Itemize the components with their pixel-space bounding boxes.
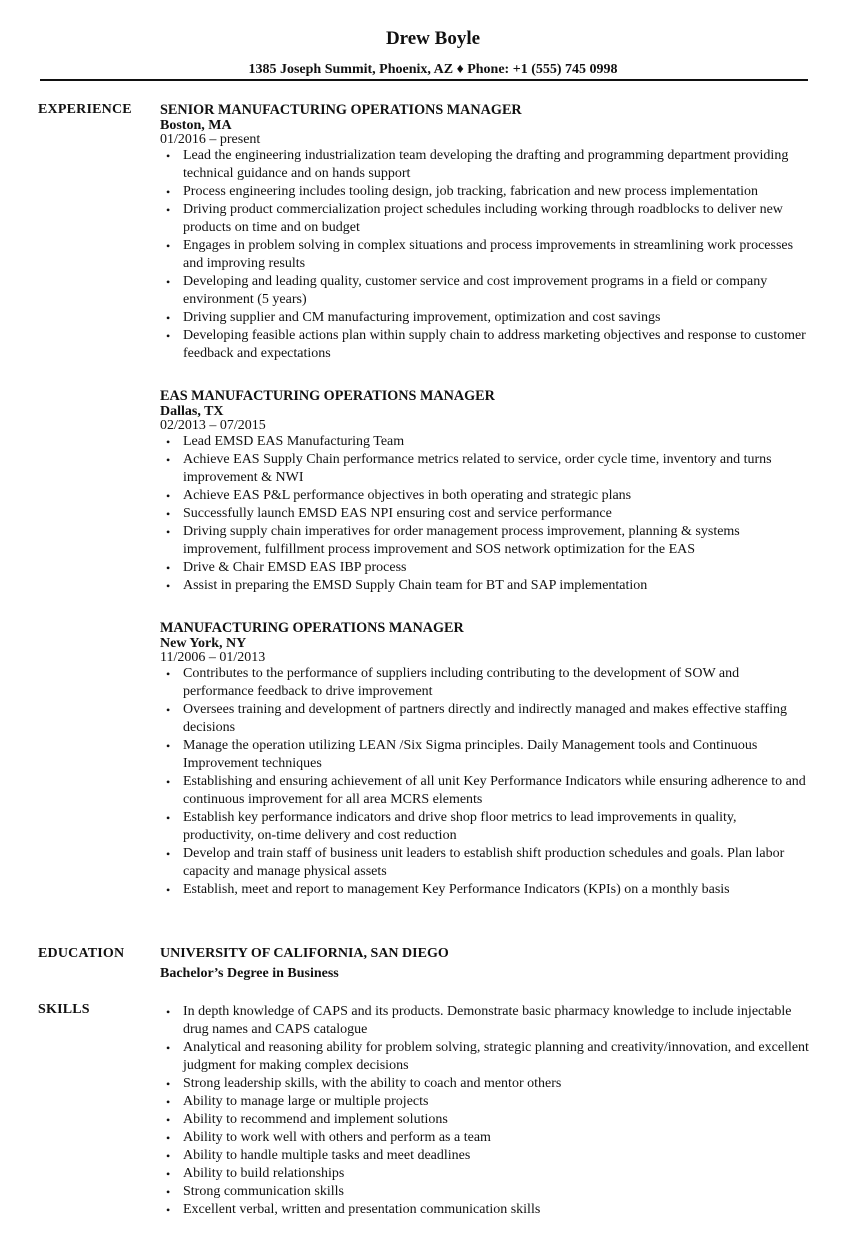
bullet-text: Driving product commercialization project schedules including working through roadblocks to deliver new products on time and on budget (183, 202, 783, 235)
bullet-text: Develop and train staff of business unit leaders to establish shift production schedules and goals. Plan labor capacity and manage physical assets (183, 846, 785, 879)
bullet-icon: • (166, 149, 171, 163)
list-item (160, 1093, 810, 1111)
list-item (160, 1111, 810, 1129)
bullet-icon: • (166, 811, 171, 825)
bullet-text: Achieve EAS P&L performance objectives in both operating and strategic plans (183, 488, 632, 503)
job-entry (160, 619, 810, 899)
bullet-text: Successfully launch EMSD EAS NPI ensuring cost and service performance (183, 506, 612, 521)
bullet-text: Lead the engineering industrialization team developing the drafting and programming department providing technical guidance and on hands support (183, 148, 789, 181)
job-dates: 02/2013 – 07/2015 (160, 418, 266, 433)
bullet-icon: • (166, 1077, 171, 1091)
bullet-icon: • (166, 667, 171, 681)
bullet-text: Developing and leading quality, customer service and cost improvement programs in a field or company environment (5 years) (183, 274, 768, 307)
bullet-text: Establishing and ensuring achievement of all unit Key Performance Indicators while ensuring adherence to and continuous improvement for all area MCRS elements (183, 774, 806, 807)
list-item (160, 1183, 810, 1201)
experience-heading: EXPERIENCE (38, 102, 132, 117)
bullet-text: Manage the operation utilizing LEAN /Six Sigma principles. Daily Management tools and Continuous Improvement techniques (183, 738, 758, 771)
bullet-icon: • (166, 1203, 171, 1217)
list-item (160, 327, 810, 363)
list-item (160, 845, 810, 881)
list-item (160, 1165, 810, 1183)
degree: Bachelor’s Degree in Business (160, 966, 339, 981)
list-item (160, 309, 810, 327)
list-item (160, 1201, 810, 1219)
job-title: MANUFACTURING OPERATIONS MANAGER (160, 620, 464, 636)
bullet-icon: • (166, 579, 171, 593)
bullet-text: Developing feasible actions plan within supply chain to address marketing objectives and response to customer feedback and expectations (183, 328, 806, 361)
list-item (160, 273, 810, 309)
bullet-icon: • (166, 311, 171, 325)
bullet-icon: • (166, 561, 171, 575)
job-bullets (160, 665, 810, 899)
bullet-icon: • (166, 1095, 171, 1109)
bullet-icon: • (166, 847, 171, 861)
skill-text: Ability to build relationships (183, 1166, 345, 1181)
bullet-text: Assist in preparing the EMSD Supply Chain team for BT and SAP implementation (183, 578, 648, 593)
list-item (160, 1075, 810, 1093)
bullet-text: Oversees training and development of partners directly and indirectly managed and makes effective staffing decisions (183, 702, 787, 735)
list-item (160, 701, 810, 737)
header-divider (40, 79, 808, 81)
school-name: UNIVERSITY OF CALIFORNIA, SAN DIEGO (160, 946, 449, 961)
bullet-text: Lead EMSD EAS Manufacturing Team (183, 434, 405, 449)
bullet-icon: • (166, 775, 171, 789)
contact-line: 1385 Joseph Summit, Phoenix, AZ ♦ Phone: +1 (555) 745 0998 (248, 62, 618, 77)
skill-text: Strong leadership skills, with the ability to coach and mentor others (183, 1076, 562, 1091)
bullet-text: Establish, meet and report to management Key Performance Indicators (KPIs) on a monthly basis (183, 882, 730, 897)
job-title: EAS MANUFACTURING OPERATIONS MANAGER (160, 388, 495, 404)
job-entry (160, 387, 810, 595)
skill-text: Ability to recommend and implement solutions (183, 1112, 448, 1127)
bullet-icon: • (166, 329, 171, 343)
list-item (160, 183, 810, 201)
bullet-icon: • (166, 489, 171, 503)
bullet-icon: • (166, 739, 171, 753)
list-item (160, 147, 810, 183)
bullet-icon: • (166, 1005, 171, 1019)
job-dates: 11/2006 – 01/2013 (160, 650, 266, 665)
skill-text: In depth knowledge of CAPS and its products. Demonstrate basic pharmacy knowledge to include injectable drug names and CAPS catalogue (183, 1004, 792, 1037)
experience-list (160, 101, 810, 923)
education-heading: EDUCATION (38, 946, 125, 961)
list-item (160, 773, 810, 809)
skill-text: Ability to work well with others and perform as a team (183, 1130, 491, 1145)
list-item (160, 505, 810, 523)
list-item (160, 433, 810, 451)
bullet-text: Achieve EAS Supply Chain performance metrics related to service, order cycle time, inventory and turns improvement & NWI (183, 452, 772, 485)
candidate-name: Drew Boyle (385, 28, 481, 49)
bullet-text: Establish key performance indicators and drive shop floor metrics to lead improvements in quality, productivity, on-time delivery and cost reduction (183, 810, 737, 843)
bullet-icon: • (166, 185, 171, 199)
bullet-icon: • (166, 239, 171, 253)
bullet-icon: • (166, 1113, 171, 1127)
list-item (160, 1147, 810, 1165)
list-item (160, 487, 810, 505)
bullet-text: Contributes to the performance of suppliers including contributing to the development of SOW and performance feedback to drive improvement (183, 666, 740, 699)
job-location: Boston, MA (160, 118, 232, 133)
list-item (160, 881, 810, 899)
skill-text: Ability to handle multiple tasks and meet deadlines (183, 1148, 471, 1163)
skills-list (160, 1003, 810, 1219)
job-entry (160, 101, 810, 363)
list-item (160, 559, 810, 577)
list-item (160, 1003, 810, 1039)
bullet-icon: • (166, 703, 171, 717)
bullet-icon: • (166, 1041, 171, 1055)
list-item (160, 665, 810, 701)
job-dates: 01/2016 – present (160, 132, 261, 147)
skills-block (160, 1003, 810, 1219)
list-item (160, 1129, 810, 1147)
list-item (160, 201, 810, 237)
list-item (160, 523, 810, 559)
bullet-icon: • (166, 203, 171, 217)
list-item (160, 577, 810, 595)
skill-text: Analytical and reasoning ability for problem solving, strategic planning and creativity/innovation, and excellent judgment for making complex decisions (183, 1040, 809, 1073)
bullet-text: Driving supply chain imperatives for order management process improvement, planning & systems improvement, fulfillment process improvement and SOS network optimization for the EAS (183, 524, 740, 557)
bullet-icon: • (166, 275, 171, 289)
job-location: New York, NY (160, 636, 247, 651)
bullet-text: Driving supplier and CM manufacturing improvement, optimization and cost savings (183, 310, 661, 325)
job-bullets (160, 147, 810, 363)
bullet-text: Drive & Chair EMSD EAS IBP process (183, 560, 407, 575)
job-bullets (160, 433, 810, 595)
list-item (160, 237, 810, 273)
job-title: SENIOR MANUFACTURING OPERATIONS MANAGER (160, 102, 522, 118)
bullet-icon: • (166, 1185, 171, 1199)
job-location: Dallas, TX (160, 404, 224, 419)
list-item (160, 1039, 810, 1075)
education-block (160, 945, 810, 983)
bullet-icon: • (166, 1149, 171, 1163)
list-item (160, 737, 810, 773)
bullet-icon: • (166, 1167, 171, 1181)
bullet-icon: • (166, 883, 171, 897)
bullet-icon: • (166, 435, 171, 449)
skills-heading: SKILLS (38, 1002, 90, 1017)
skill-text: Ability to manage large or multiple projects (183, 1094, 429, 1109)
skill-text: Excellent verbal, written and presentation communication skills (183, 1202, 541, 1217)
bullet-icon: • (166, 1131, 171, 1145)
bullet-icon: • (166, 453, 171, 467)
skill-text: Strong communication skills (183, 1184, 344, 1199)
bullet-icon: • (166, 507, 171, 521)
bullet-icon: • (166, 525, 171, 539)
bullet-text: Process engineering includes tooling design, job tracking, fabrication and new process implementation (183, 184, 759, 199)
bullet-text: Engages in problem solving in complex situations and process improvements in streamlining work processes and improving results (183, 238, 794, 271)
list-item (160, 809, 810, 845)
list-item (160, 451, 810, 487)
